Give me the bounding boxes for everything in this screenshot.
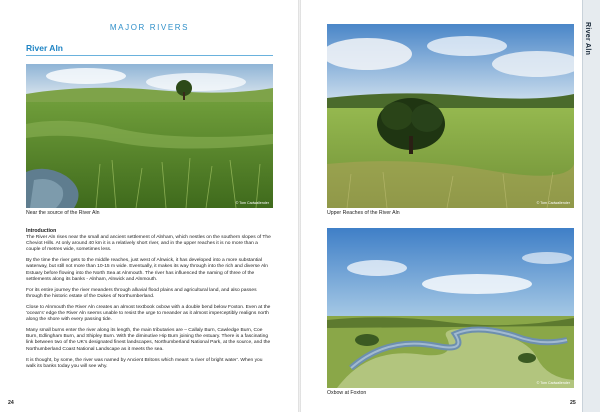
paragraph: Many small burns enter the river along its length, the main tributaries are – Callaly Burn, Cawledge Burn, Coe Burn, Edlingham Burn, and Shipley Burn. With the diminutive Hip Burn joining the estuary. There is a fascinating link between two of the UK's designated finest landscapes, Northumberland National Park, at the source, and the Northumberland Coast National Landscape as it meets the sea. — [26, 328, 271, 352]
photo-credit: © Tom Cadwallender — [235, 201, 269, 205]
page-number-left: 24 — [8, 400, 14, 406]
section-divider — [26, 55, 273, 56]
river-oxbow-image — [327, 228, 574, 388]
moorland-stream-image — [26, 64, 273, 208]
section-title: River Aln — [26, 43, 64, 53]
paragraph: By the time the river gets to the middle reaches, just west of Alnwick, it has developed into a more substantial waterway, but still not more than 10-15 m wide. Eventually, it makes its way through into the rich and diverse Aln Estuary before flowing into the North Sea at Alnmouth. The river has influenced the naming of three of the settlements along its banks - Alnham, Alnwick and Alnmouth. — [26, 258, 269, 282]
right-page — [301, 0, 600, 412]
paragraph: For its entire journey the river meanders through alluvial flood plains and agricultural land, and also passes through the historic estate of the Dukes of Northumberland. — [26, 287, 257, 299]
chapter-side-tab — [582, 0, 600, 412]
oak-tree-field-image — [327, 24, 574, 208]
paragraph: The River Aln rises near the small and ancient settlement of Alnham, which nestles on the southern slopes of The Cheviot Hills. At only around 40 km it is a relatively short river, and in the upper reaches it is no more than a couple of metres wide, sometimes less. — [26, 235, 271, 253]
paragraph: Close to Alnmouth the River Aln creates an almost textbook oxbow with a double bend below Foxton. Even at the 'ocean's' edge the River Aln seems unable to resist the urge to meander as it almost imperceptibly realigns north along the shore with every passing tide. — [26, 304, 271, 323]
page-number-right: 25 — [570, 400, 576, 406]
photo-upper-reaches — [327, 24, 574, 208]
left-page — [0, 0, 299, 412]
intro-heading: Introduction — [26, 228, 57, 234]
article-body — [26, 228, 273, 375]
running-head: MAJOR RIVERS — [109, 23, 190, 32]
side-tab-divider — [582, 0, 583, 412]
photo-oxbow — [327, 228, 574, 388]
photo-caption: Oxbow at Foxton — [327, 390, 367, 396]
paragraph: It is thought, by some, the river was named by Ancient Britons which meant 'a river of bright water'. When you walk its banks today you will see why. — [26, 357, 263, 369]
photo-near-source — [26, 64, 273, 208]
photo-caption: Near the source of the River Aln — [26, 210, 100, 216]
side-tab-label: River Aln — [584, 22, 591, 56]
photo-credit: © Tom Cadwallender — [536, 201, 570, 205]
photo-caption: Upper Reaches of the River Aln — [327, 210, 400, 216]
photo-credit: © Tom Cadwallender — [536, 381, 570, 385]
